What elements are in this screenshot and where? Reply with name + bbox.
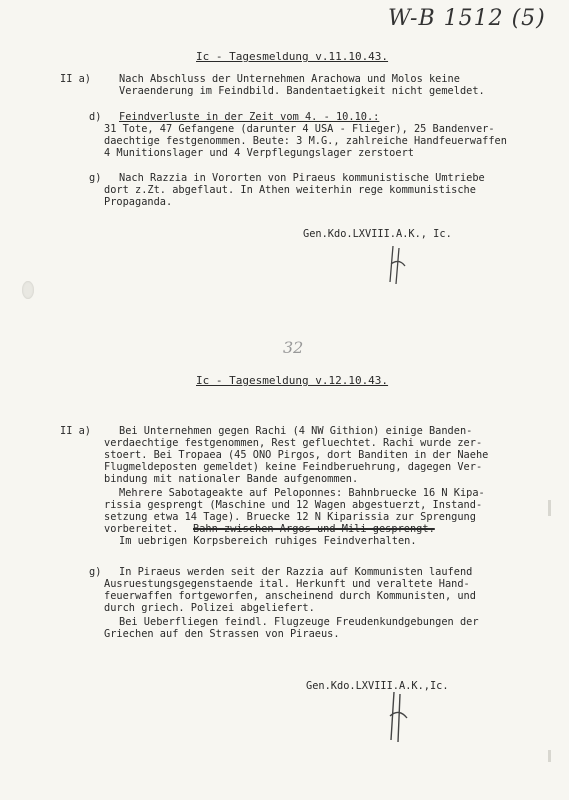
edge-mark: [548, 500, 551, 516]
report1-signature: Gen.Kdo.LXVIII.A.K., Ic.: [303, 228, 452, 240]
report1-section-label: II a): [60, 73, 91, 85]
report2-a-line: verdaechtige festgenommen, Rest gefluechtet. Rachi wurde zer-: [104, 437, 483, 449]
report2-a-line: Im uebrigen Korpsbereich ruhiges Feindverhalten.: [119, 535, 417, 547]
report2-g-line: feuerwaffen fortgeworfen, anscheinend durch Kommunisten, und: [104, 590, 476, 602]
report1-d-line: daechtige festgenommen. Beute: 3 M.G., zahlreiche Handfeuerwaffen: [104, 135, 507, 147]
report1-d-title: Feindverluste in der Zeit vom 4. - 10.10.:: [119, 111, 380, 123]
struck-through-text: Bahn zwischen Argos und Mili gesprengt.: [193, 523, 435, 535]
report1-d-line: 31 Tote, 47 Gefangene (darunter 4 USA - Flieger), 25 Bandenver-: [104, 123, 495, 135]
report2-g-line: Griechen auf den Strassen von Piraeus.: [104, 628, 340, 640]
report2-a-line: Flugmeldeposten gemeldet) keine Feindberuehrung, dagegen Ver-: [104, 461, 483, 473]
report2-g-line: durch griech. Polizei abgeliefert.: [104, 602, 315, 614]
initials-scribble: [385, 244, 415, 286]
report2-section-label: II a): [60, 425, 91, 437]
report1-heading: Ic - Tagesmeldung v.11.10.43.: [196, 50, 389, 63]
report1-g-line: Nach Razzia in Vororten von Piraeus kommunistische Umtriebe: [119, 172, 485, 184]
page-number: 32: [283, 338, 304, 357]
report2-a-line: Bei Unternehmen gegen Rachi (4 NW Githion) einige Banden-: [119, 425, 473, 437]
report1-g-line: Propaganda.: [104, 196, 173, 208]
report1-a-line: Nach Abschluss der Unternehmen Arachowa und Molos keine: [119, 73, 460, 85]
initials-scribble: [385, 690, 415, 744]
report2-g-line: Ausruestungsgegenstaende ital. Herkunft und veraltete Hand-: [104, 578, 470, 590]
punch-hole: [22, 281, 34, 299]
report2-a-line: rissia gesprengt (Maschine und 12 Wagen abgestuerzt, Instand-: [104, 499, 483, 511]
edge-mark: [548, 750, 551, 762]
report2-g-label: g): [89, 566, 102, 578]
report2-heading: Ic - Tagesmeldung v.12.10.43.: [196, 374, 389, 387]
report2-a-line: bindung mit nationaler Bande aufgenommen.: [104, 473, 359, 485]
report2-signature: Gen.Kdo.LXVIII.A.K.,Ic.: [306, 680, 449, 692]
report1-g-label: g): [89, 172, 102, 184]
report2-a-line: stoert. Bei Tropaea (45 ONO Pirgos, dort Banditen in der Naehe: [104, 449, 489, 461]
report2-a-line: setzung etwa 14 Tage). Bruecke 12 N Kiparissia zur Sprengung: [104, 511, 476, 523]
report1-d-label: d): [89, 111, 102, 123]
report1-g-line: dort z.Zt. abgeflaut. In Athen weiterhin rege kommunistische: [104, 184, 476, 196]
report2-a-line: Mehrere Sabotageakte auf Peloponnes: Bahnbruecke 16 N Kipa-: [119, 487, 485, 499]
report1-a-line: Veraenderung im Feindbild. Bandentaetigkeit nicht gemeldet.: [119, 85, 485, 97]
report2-g-line: Bei Ueberfliegen feindl. Flugzeuge Freudenkundgebungen der: [119, 616, 479, 628]
report2-a-line: vorbereitet.: [104, 523, 179, 535]
report1-d-line: 4 Munitionslager und 4 Verpflegungslager zerstoert: [104, 147, 414, 159]
handwritten-reference: W-B 1512 (5): [388, 6, 546, 31]
report2-g-line: In Piraeus werden seit der Razzia auf Kommunisten laufend: [119, 566, 473, 578]
